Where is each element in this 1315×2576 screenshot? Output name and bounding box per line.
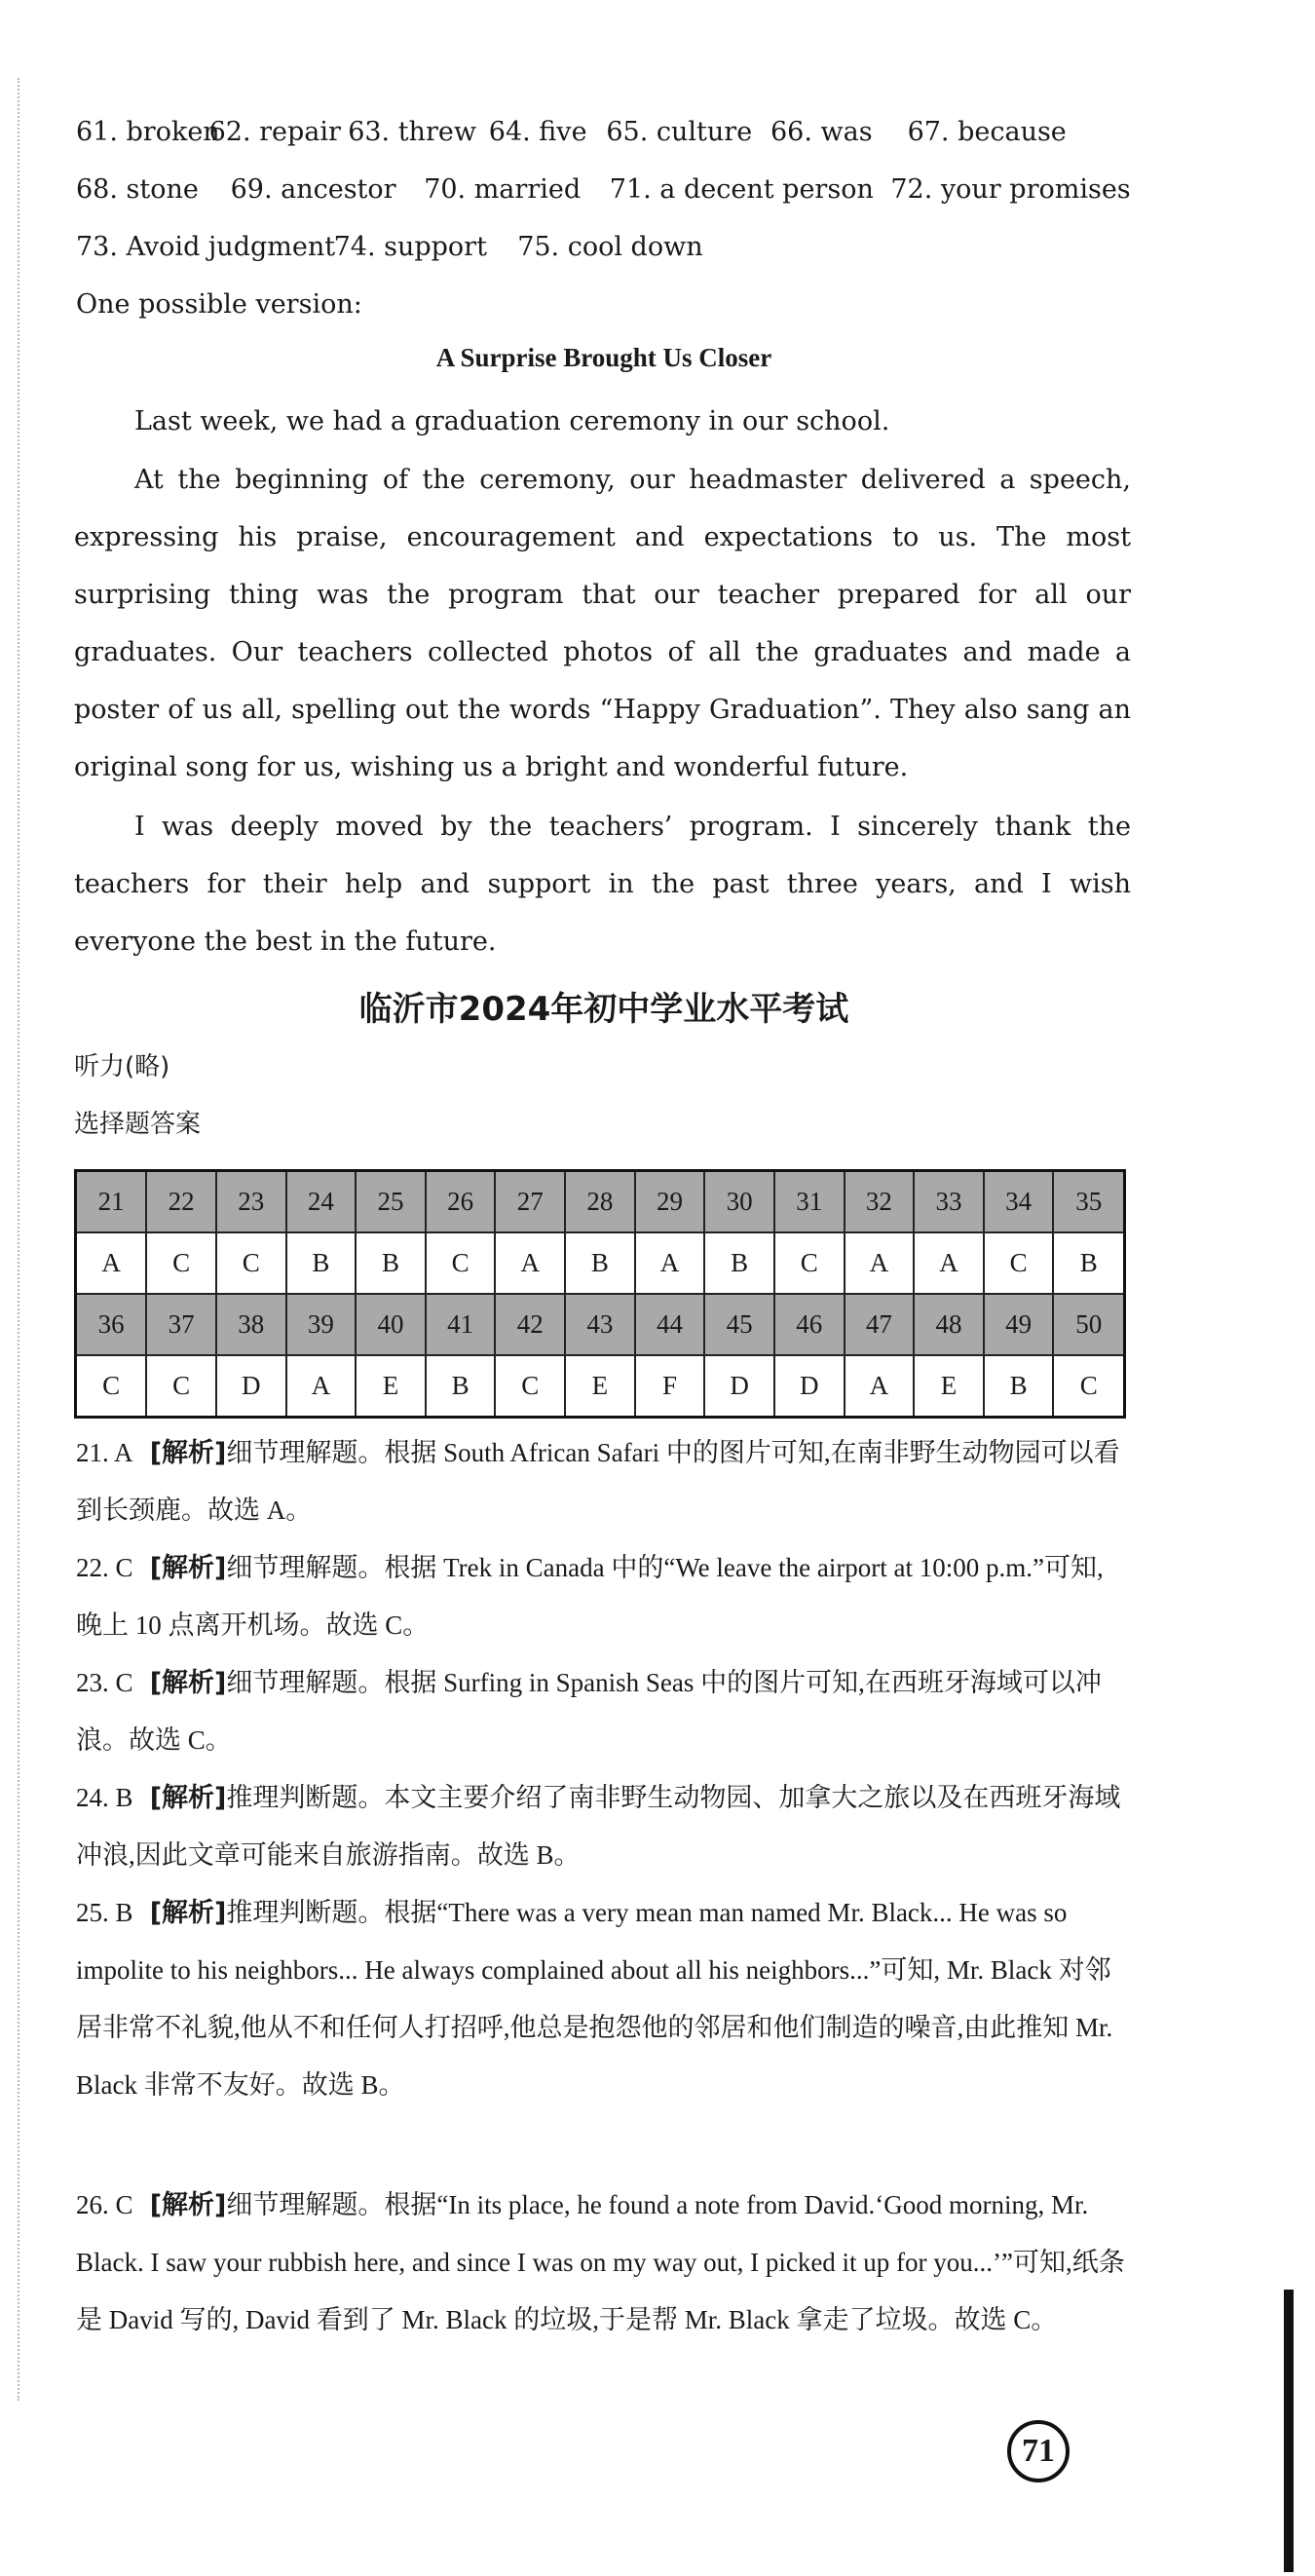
answer-item: 72. your promises [890, 174, 1131, 205]
choice-answers-label: 选择题答案 [74, 1110, 202, 1139]
analysis-tag: [解析] [149, 2190, 227, 2220]
answer-item: 67. because [907, 117, 1067, 147]
question-number-cell: 37 [146, 1294, 216, 1355]
answer-letter-cell: B [1053, 1232, 1124, 1294]
answer-letter-cell: A [286, 1355, 357, 1418]
answer-letter-cell: C [146, 1232, 216, 1294]
explanation-text: 推理判断题。本文主要介绍了南非野生动物园、加拿大之旅以及在西班牙海域冲浪,因此文章可能来自旅游指南。故选 B。 [76, 1783, 1121, 1870]
analysis-tag: [解析] [149, 1438, 227, 1468]
answer-letter-cell: A [76, 1232, 147, 1294]
answer-letter-cell: C [495, 1355, 565, 1418]
essay-title: A Surprise Brought Us Closer [435, 343, 772, 372]
question-number-cell: 32 [845, 1171, 915, 1233]
answer-letter-cell: E [356, 1355, 426, 1418]
question-number-cell: 24 [286, 1171, 357, 1233]
answer-letter-cell: C [426, 1232, 496, 1294]
question-number: 21. A [76, 1438, 133, 1467]
page-number-badge: 71 [1007, 2420, 1070, 2482]
answer-letter-row [76, 1355, 1125, 1418]
question-number-cell: 45 [704, 1294, 774, 1355]
answer-item: 63. threw [348, 117, 476, 147]
question-number-cell: 38 [216, 1294, 286, 1355]
question-number-cell: 44 [635, 1294, 705, 1355]
answers-line-1 [76, 113, 1067, 152]
question-number-cell: 43 [565, 1294, 635, 1355]
question-number-cell: 40 [356, 1294, 426, 1355]
answer-letter-cell: B [984, 1355, 1054, 1418]
question-number-cell: 27 [495, 1171, 565, 1233]
answer-letter-row [76, 1232, 1125, 1294]
margin-dotted-rule [18, 78, 19, 2401]
answer-letter-cell: D [216, 1355, 286, 1418]
question-number-cell: 48 [914, 1294, 984, 1355]
answer-item: 74. support [333, 232, 487, 262]
answer-item: 68. stone [76, 174, 199, 205]
answer-letter-cell: C [146, 1355, 216, 1418]
question-number-cell: 47 [845, 1294, 915, 1355]
question-number-cell: 49 [984, 1294, 1054, 1355]
analysis-tag: [解析] [149, 1898, 227, 1928]
answers-line-3 [76, 228, 703, 267]
question-number: 25. B [76, 1898, 133, 1927]
explanation-text: 推理判断题。根据“There was a very mean man named Mr. Black... He was so impolite to his neighbors... He always complained about all his neighbors...”可知, Mr. Black 对邻居非常不礼貌,他从不和任何人打招呼,他总是抱怨他的邻居和他们制造的噪音,由此推知 Mr. Black 非常不友好。故选 B。 [76, 1898, 1113, 2100]
answer-item: 70. married [424, 174, 582, 205]
question-number-cell: 22 [146, 1171, 216, 1233]
answers-line-2 [76, 170, 1131, 209]
question-number-cell: 41 [426, 1294, 496, 1355]
question-number-cell: 46 [774, 1294, 845, 1355]
answer-letter-cell: B [426, 1355, 496, 1418]
question-number-cell: 23 [216, 1171, 286, 1233]
explanation-23 [76, 1654, 1128, 1769]
question-number-cell: 31 [774, 1171, 845, 1233]
explanation-24 [76, 1769, 1128, 1884]
answer-letter-cell: C [774, 1232, 845, 1294]
answer-letter-cell: A [914, 1232, 984, 1294]
answer-item: 75. cool down [517, 232, 703, 262]
answer-item: 73. Avoid judgment [76, 232, 336, 262]
answer-letter-cell: E [565, 1355, 635, 1418]
answer-letter-cell: C [216, 1232, 286, 1294]
question-number-cell: 42 [495, 1294, 565, 1355]
section-title: 临沂市2024年初中学业水平考试 [358, 990, 849, 1029]
question-number-cell: 36 [76, 1294, 147, 1355]
question-number-cell: 30 [704, 1171, 774, 1233]
answer-letter-cell: B [704, 1232, 774, 1294]
explanation-text: 细节理解题。根据 Surfing in Spanish Seas 中的图片可知,在西班牙海域可以冲浪。故选 C。 [76, 1668, 1102, 1755]
answer-item: 62. repair [208, 117, 341, 147]
explanation-22 [76, 1539, 1128, 1654]
explanation-21 [76, 1424, 1128, 1539]
answer-letter-cell: A [845, 1232, 915, 1294]
question-number-cell: 35 [1053, 1171, 1124, 1233]
essay-paragraph-2: At the beginning of the ceremony, our headmaster delivered a speech, expressing his praise, encouragement and expectations to us. The most surprising thing was the program that our teacher prepared for all our graduates. Our teachers collected photos of all the graduates and made a poster of us all, spelling out the words “Happy Graduation”. They also sang an original song for us, wishing us a bright and wonderful future. [74, 465, 1131, 782]
answer-item: 66. was [770, 117, 873, 147]
question-number-cell: 50 [1053, 1294, 1124, 1355]
question-number-row [76, 1171, 1125, 1233]
analysis-tag: [解析] [149, 1668, 227, 1698]
answer-letter-cell: B [286, 1232, 357, 1294]
answer-item: 71. a decent person [609, 174, 874, 205]
question-number-row [76, 1294, 1125, 1355]
answer-letter-cell: D [704, 1355, 774, 1418]
essay-intro: One possible version: [76, 289, 362, 320]
explanation-26 [76, 2177, 1128, 2349]
question-number: 26. C [76, 2190, 133, 2219]
question-number-cell: 28 [565, 1171, 635, 1233]
answer-table [74, 1169, 1126, 1419]
answer-item: 69. ancestor [230, 174, 396, 205]
question-number-cell: 21 [76, 1171, 147, 1233]
question-number-cell: 34 [984, 1171, 1054, 1233]
explanation-text: 细节理解题。根据“In its place, he found a note from David.‘Good morning, Mr. Black. I saw your rubbish here, and since I was on my way out, I picked it up for you...’”可知,纸条是 David 写的, David 看到了 Mr. Black 的垃圾,于是帮 Mr. Black 拿走了垃圾。故选 C。 [76, 2190, 1125, 2334]
question-number-cell: 33 [914, 1171, 984, 1233]
answer-letter-cell: E [914, 1355, 984, 1418]
listening-label: 听力(略) [74, 1052, 170, 1081]
question-number-cell: 25 [356, 1171, 426, 1233]
answer-letter-cell: F [635, 1355, 705, 1418]
question-number: 22. C [76, 1553, 133, 1582]
answer-item: 61. broken [76, 117, 220, 147]
question-number: 23. C [76, 1668, 133, 1697]
question-number-cell: 39 [286, 1294, 357, 1355]
essay-paragraph-1: Last week, we had a graduation ceremony in our school. [134, 406, 890, 436]
answer-letter-cell: B [565, 1232, 635, 1294]
answer-letter-cell: B [356, 1232, 426, 1294]
essay-paragraph-3: I was deeply moved by the teachers’ program. I sincerely thank the teachers for their help and support in the past three years, and I wish everyone the best in the future. [74, 812, 1131, 957]
explanation-text: 细节理解题。根据 Trek in Canada 中的“We leave the airport at 10:00 p.m.”可知,晚上 10 点离开机场。故选 C。 [76, 1553, 1104, 1640]
answer-letter-cell: D [774, 1355, 845, 1418]
answer-item: 65. culture [606, 117, 753, 147]
answer-letter-cell: A [635, 1232, 705, 1294]
binding-edge-bar [1284, 2290, 1294, 2572]
answer-letter-cell: C [1053, 1355, 1124, 1418]
answer-letter-cell: C [76, 1355, 147, 1418]
explanation-25 [76, 1884, 1128, 2114]
analysis-tag: [解析] [149, 1783, 227, 1813]
question-number-cell: 26 [426, 1171, 496, 1233]
answer-letter-cell: A [845, 1355, 915, 1418]
question-number-cell: 29 [635, 1171, 705, 1233]
question-number: 24. B [76, 1783, 133, 1812]
explanation-text: 细节理解题。根据 South African Safari 中的图片可知,在南非野生动物园可以看到长颈鹿。故选 A。 [76, 1438, 1120, 1525]
answer-letter-cell: C [984, 1232, 1054, 1294]
answer-item: 64. five [488, 117, 587, 147]
answer-letter-cell: A [495, 1232, 565, 1294]
analysis-tag: [解析] [149, 1553, 227, 1583]
